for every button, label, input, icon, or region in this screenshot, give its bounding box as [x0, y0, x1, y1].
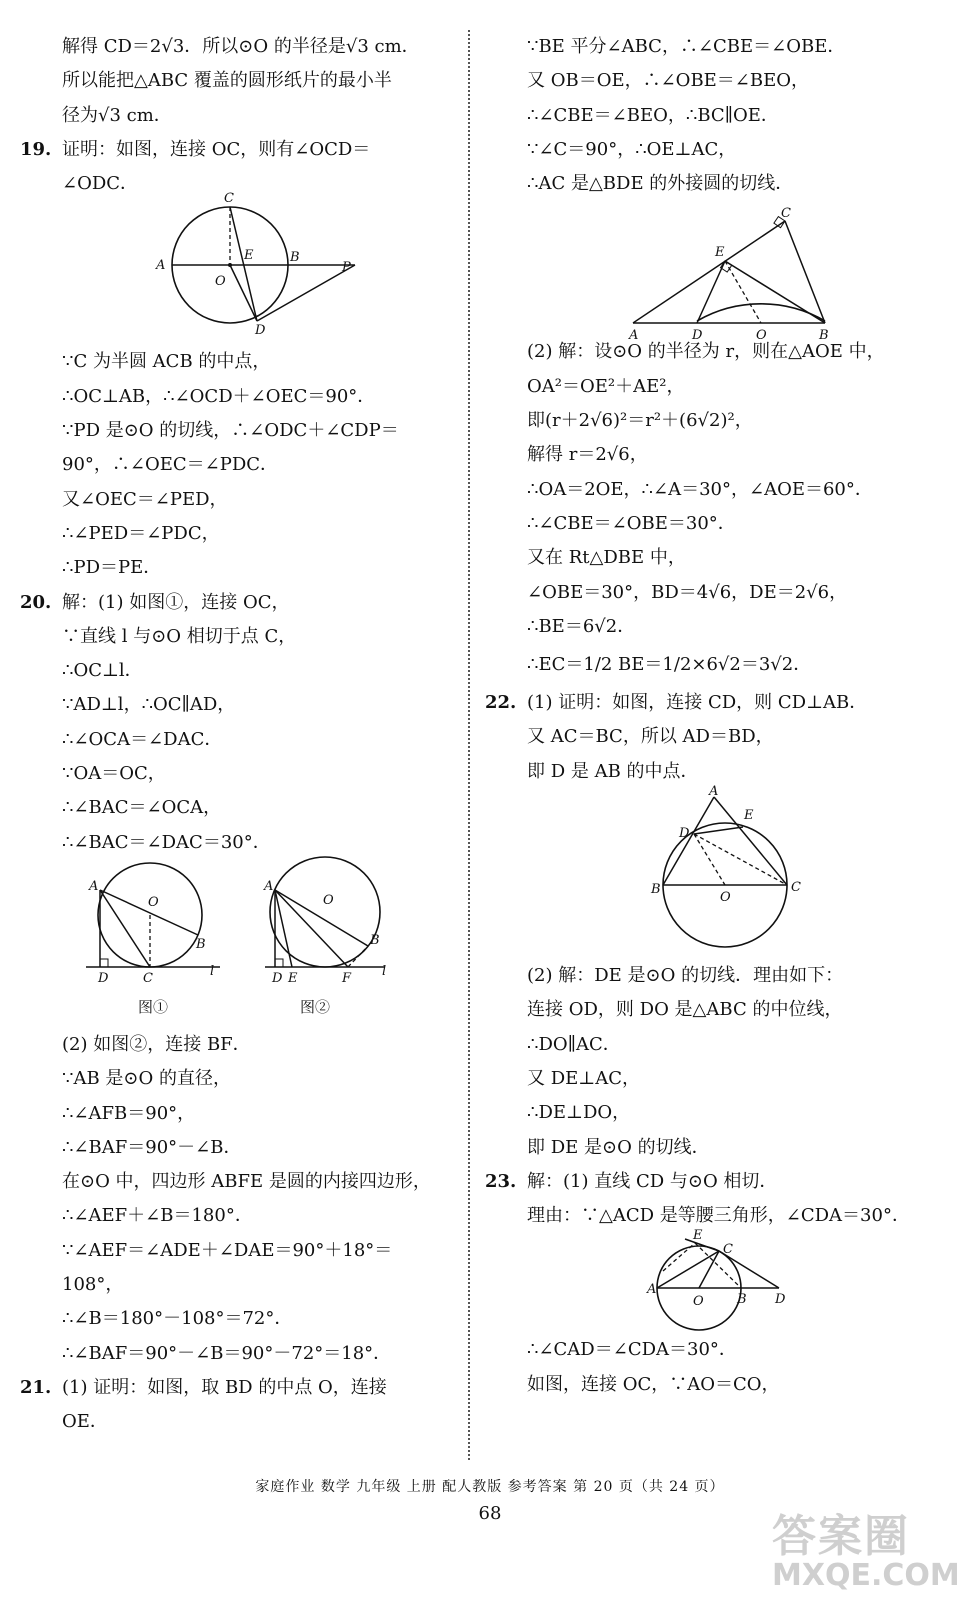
text-line: ∵BE 平分∠ABC，∴∠CBE＝∠OBE． — [527, 36, 846, 57]
text-line: ∵PD 是⊙O 的切线，∴∠ODC＋∠CDP＝ — [62, 420, 399, 442]
text-line: 解得 CD＝2√3．所以⊙O 的半径是√3 cm． — [62, 36, 420, 57]
question-20 — [20, 586, 460, 620]
label-O: O — [693, 1294, 704, 1310]
fig1-label-C: C — [143, 970, 153, 986]
text-line: 又∠OEC＝∠PED， — [62, 488, 228, 510]
text-line: 解：(1) 如图①，连接 OC， — [62, 591, 290, 613]
page-number: 68 — [478, 1503, 502, 1524]
text-line: ∵∠AEF＝∠ADE＋∠DAE＝90°＋18°＝ — [62, 1239, 393, 1261]
question-number: 23. — [485, 1170, 517, 1192]
label-B: B — [737, 1292, 747, 1308]
text-line: ∴∠BAC＝∠OCA， — [62, 797, 222, 819]
text-line: ∴∠CBE＝∠OBE＝30°． — [527, 512, 736, 534]
text-line: (2) 如图②，连接 BF． — [62, 1033, 251, 1055]
question-22 — [485, 686, 955, 720]
text-line: 108°， — [62, 1274, 124, 1296]
label-E: E — [715, 245, 725, 261]
label-O: O — [215, 274, 226, 290]
text-line: ∴∠BAF＝90°－∠B． — [62, 1136, 242, 1158]
label-D: D — [255, 323, 266, 339]
text-line: ∴EC＝1/2 BE＝1/2×6√2＝3√2． — [527, 654, 812, 676]
fig2-label-B: B — [370, 932, 380, 948]
text-line: 连接 OD，则 DO 是△ABC 的中位线， — [527, 999, 843, 1021]
text-line: ∴∠AEF＋∠B＝180°． — [62, 1205, 253, 1227]
label-O: O — [720, 890, 731, 906]
circle-secant-diagram — [485, 1228, 955, 1333]
text-line: 又在 Rt△DBE 中， — [527, 547, 686, 569]
question-number: 19. — [20, 138, 52, 160]
fig1-label-B: B — [196, 936, 206, 952]
text-line: (1) 证明：如图，连接 CD，则 CD⊥AB． — [527, 692, 868, 714]
text-line: OA²＝OE²＋AE²， — [527, 375, 685, 397]
column-divider — [468, 30, 470, 1460]
label-D: D — [692, 328, 703, 344]
label-E: E — [693, 1228, 703, 1244]
fig1-label-A: A — [89, 878, 99, 894]
text-line: ∵∠C＝90°，∴OE⊥AC， — [527, 138, 737, 160]
caption-fig1: 图① — [138, 997, 169, 1016]
circle-tangent-diagram — [20, 191, 460, 345]
label-P: P — [342, 260, 351, 276]
text-line: 在⊙O 中，四边形 ABFE 是圆的内接四边形， — [62, 1171, 431, 1193]
label-D: D — [679, 826, 690, 842]
label-B: B — [290, 250, 300, 266]
text-line: ∴AC 是△BDE 的外接圆的切线． — [527, 173, 794, 195]
text-line: ∴DO∥AC． — [527, 1033, 621, 1055]
label-C: C — [781, 206, 791, 222]
text-line: ∴OC⊥l． — [62, 660, 143, 682]
label-E: E — [744, 808, 754, 824]
label-A: A — [156, 258, 166, 274]
figures-q20 — [20, 860, 460, 1028]
question-19 — [20, 133, 460, 167]
question-number: 21. — [20, 1376, 52, 1398]
question-21 — [20, 1371, 460, 1405]
fig2-label-F: F — [342, 970, 352, 986]
text-line: ∴∠CAD＝∠CDA＝30°． — [527, 1339, 737, 1361]
text-line: 即 D 是 AB 的中点． — [527, 760, 699, 782]
semicircle-tangent-diagram — [485, 201, 955, 344]
text-line: (1) 证明：如图，取 BD 的中点 O，连接 — [62, 1376, 387, 1398]
figure-q21 — [485, 201, 955, 344]
text-line: ∠OBE＝30°，BD＝4√6，DE＝2√6， — [527, 581, 848, 603]
text-line: ∴∠OCA＝∠DAC． — [62, 728, 223, 750]
text-line: ∵C 为半圆 ACB 的中点， — [62, 351, 271, 373]
text-line: 理由：∵△ACD 是等腰三角形，∠CDA＝30°． — [527, 1205, 910, 1227]
question-number: 20. — [20, 591, 52, 613]
label-C: C — [723, 1242, 733, 1258]
question-number: 22. — [485, 692, 517, 714]
text-line: ∴BE＝6√2． — [527, 615, 636, 637]
text-line: 径为√3 cm． — [62, 104, 172, 126]
fig2-label-O: O — [323, 892, 334, 908]
fig1-label-O: O — [148, 894, 159, 910]
text-line: 证明：如图，连接 OC，则有∠OCD＝ — [62, 138, 371, 160]
text-line: (2) 解：设⊙O 的半径为 r，则在△AOE 中， — [527, 341, 885, 363]
label-E: E — [244, 248, 254, 264]
text-line: ∴∠CBE＝∠BEO，∴BC∥OE． — [527, 104, 779, 126]
text-line: ∴∠BAF＝90°－∠B＝90°－72°＝18°． — [62, 1342, 392, 1364]
label-C: C — [791, 880, 801, 896]
text-line: 又 AC＝BC，所以 AD＝BD， — [527, 726, 774, 748]
text-line: ∴OC⊥AB，∴∠OCD＋∠OEC＝90°． — [62, 385, 376, 407]
text-line: OE． — [62, 1411, 108, 1433]
right-column — [485, 30, 955, 1402]
text-line: 90°，∴∠OEC＝∠PDC． — [62, 454, 279, 476]
text-line: 解：(1) 直线 CD 与⊙O 相切． — [527, 1170, 778, 1192]
text-line: 即 DE 是⊙O 的切线． — [527, 1136, 710, 1158]
label-A: A — [647, 1282, 657, 1298]
label-C: C — [224, 191, 234, 207]
text-line: ∵OA＝OC， — [62, 763, 166, 785]
figure-q22 — [485, 784, 955, 959]
label-A: A — [629, 328, 639, 344]
watermark — [772, 1500, 962, 1593]
label-B: B — [651, 882, 661, 898]
text-line: 又 DE⊥AC， — [527, 1067, 640, 1089]
question-23 — [485, 1165, 955, 1199]
text-line: ∴PD＝PE． — [62, 557, 162, 579]
text-line: ∴∠PED＝∠PDC， — [62, 522, 220, 544]
text-line: ∴OA＝2OE，∴∠A＝30°，∠AOE＝60°． — [527, 478, 873, 500]
text-line: ∴∠AFB＝90°， — [62, 1102, 196, 1124]
text-line: 如图，连接 OC，∵AO＝CO， — [527, 1373, 780, 1395]
left-column — [20, 30, 460, 1440]
fig2-label-l: l — [382, 963, 387, 979]
label-D: D — [775, 1292, 786, 1308]
text-line: ∴DE⊥DO， — [527, 1102, 631, 1124]
caption-fig2: 图② — [300, 997, 331, 1016]
fig1-label-l: l — [210, 963, 215, 979]
label-O: O — [756, 328, 767, 344]
fig2-label-E: E — [288, 970, 298, 986]
fig1-label-D: D — [98, 970, 109, 986]
triangle-circle-diagram — [485, 784, 955, 959]
text-line: 解得 r＝2√6， — [527, 444, 648, 466]
label-A: A — [709, 784, 719, 800]
fig2-label-D: D — [272, 970, 283, 986]
text-line: ∠ODC． — [62, 173, 139, 195]
watermark-url: MXQE.COM — [772, 1558, 960, 1593]
text-line: 所以能把△ABC 覆盖的圆形纸片的最小半 — [62, 70, 392, 92]
text-line: 又 OB＝OE，∴∠OBE＝∠BEO， — [527, 70, 810, 92]
figure-q19 — [20, 191, 460, 345]
text-line: ∴∠B＝180°－108°＝72°． — [62, 1308, 293, 1330]
figure-q23 — [485, 1228, 955, 1333]
fig2-label-A: A — [264, 878, 274, 894]
text-line: 即(r＋2√6)²＝r²＋(6√2)²， — [527, 410, 753, 432]
text-line: ∴∠BAC＝∠DAC＝30°． — [62, 831, 271, 853]
text-line: ∵直线 l 与⊙O 相切于点 C， — [62, 625, 297, 647]
page-footer: 家庭作业 数学 九年级 上册 配人教版 参考答案 第 20 页（共 24 页） — [255, 1479, 725, 1495]
text-line: ∵AB 是⊙O 的直径， — [62, 1068, 231, 1090]
text-line: ∵AD⊥l，∴OC∥AD， — [62, 694, 236, 716]
figure-1-and-2 — [20, 860, 460, 1028]
watermark-logo: 答案圈 — [772, 1511, 910, 1562]
text-line: (2) 解：DE 是⊙O 的切线．理由如下： — [527, 965, 844, 987]
label-B: B — [819, 328, 829, 344]
